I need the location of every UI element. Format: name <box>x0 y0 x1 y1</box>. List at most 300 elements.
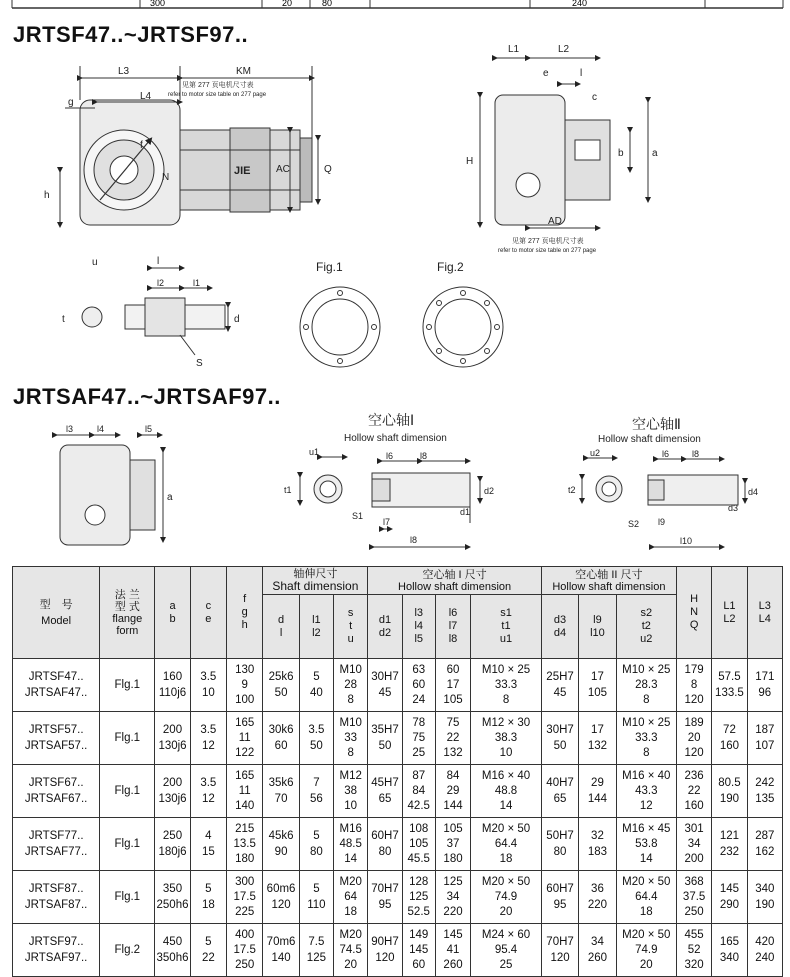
dimension-table <box>12 566 783 977</box>
cell-l345 <box>402 818 435 871</box>
cell-fgh <box>227 871 263 924</box>
label-l: l <box>580 68 583 79</box>
cell-flange <box>100 924 155 977</box>
header-ce: c e <box>190 567 226 659</box>
cell-value: 95.4 <box>494 943 518 956</box>
cell-hnq <box>676 871 711 924</box>
cell-value: 28.3 <box>635 678 658 691</box>
label-l5: l5 <box>145 424 153 434</box>
cell-value: M10 × 25 <box>481 663 531 676</box>
cell-value: 38.3 <box>494 731 518 744</box>
cell-value: 17 <box>591 724 604 736</box>
refer-en-2: refer to motor size table on 277 page <box>498 248 597 254</box>
strip-value-3: 80 <box>322 0 333 8</box>
cell-model <box>13 924 100 977</box>
section2-title: JRTSAF47..~JRTSAF97.. <box>13 384 281 409</box>
cell-value: 10 <box>499 746 513 759</box>
cell-value: 25H7 <box>546 671 574 683</box>
refer-en-1: refer to motor size table on 277 page <box>168 92 267 98</box>
shaft-detail <box>82 268 228 355</box>
label-u: u <box>92 257 98 268</box>
cell-ab <box>155 659 190 712</box>
header-hollow2-en: Hollow shaft dimension <box>552 580 666 593</box>
cell-value: 30H7 <box>371 671 399 683</box>
cell-value: 24 <box>412 693 426 706</box>
label-l4: l4 <box>97 424 105 434</box>
label-Q: Q <box>324 164 332 175</box>
cell-value: 33.3 <box>494 678 518 691</box>
cell-d12 <box>368 871 402 924</box>
cell-value: 75 <box>412 731 426 744</box>
cell-l345 <box>402 659 435 712</box>
cell-value: 74.5 <box>339 943 362 956</box>
cell-value: 18 <box>344 905 358 918</box>
cell-s2 <box>616 871 676 924</box>
cell-s1 <box>471 818 542 871</box>
cell-L12 <box>712 924 747 977</box>
cell-value: 180 <box>235 852 255 865</box>
cell-value: 250 <box>235 958 255 971</box>
cell-value: 5 <box>313 883 320 895</box>
cell-value: M20 × 50 <box>622 928 671 941</box>
cell-l910 <box>579 712 616 765</box>
cell-value: M20 × 50 <box>481 875 531 888</box>
cell-value: 120 <box>684 693 704 706</box>
cell-value: 5 <box>205 936 212 948</box>
cell-value: 33 <box>344 731 358 744</box>
cell-model <box>13 659 100 712</box>
cell-value: 60H7 <box>371 830 399 842</box>
cell-value: 3.5 <box>200 777 217 789</box>
cell-value: 63 <box>412 663 426 676</box>
cell-l345 <box>402 712 435 765</box>
cell-value: 60m6 <box>266 883 296 895</box>
cell-value: M10 <box>339 716 362 729</box>
cell-value: 34 <box>446 890 460 903</box>
cell-value: 165 <box>235 769 255 782</box>
cell-value: 145 <box>409 943 429 956</box>
header-d12: d1 d2 <box>368 595 402 659</box>
cell-hnq <box>676 924 711 977</box>
header-hollow2-cn: 空心轴 II 尺寸 <box>575 568 643 581</box>
cell-flange <box>100 871 155 924</box>
cell-s1 <box>471 712 542 765</box>
header-l910: l9 l10 <box>579 595 616 659</box>
table-row <box>13 924 783 977</box>
cell-ce <box>190 818 226 871</box>
cell-value: 250h6 <box>156 899 189 911</box>
gearbox-front-view <box>480 58 648 228</box>
cell-value: 45 <box>378 687 392 699</box>
cell-value: 215 <box>235 822 255 835</box>
header-stu: s t u <box>334 595 368 659</box>
cell-hnq <box>676 712 711 765</box>
cell-value: 25 <box>412 746 426 759</box>
cell-value: 74.9 <box>635 943 658 956</box>
cell-value: 35H7 <box>371 724 399 736</box>
hollow-shaft-2-drawing <box>582 458 745 547</box>
cell-value: 130j6 <box>158 740 187 752</box>
label-l8: l8 <box>410 535 418 545</box>
label-l3: l3 <box>66 424 74 434</box>
cell-value: 18 <box>201 899 215 911</box>
header-flange-cn: 法 兰 型 式 <box>114 588 140 613</box>
cell-value: 455 <box>684 928 704 941</box>
cell-value: 290 <box>719 899 740 911</box>
cell-value: M16 × 40 <box>481 769 531 782</box>
cell-value: 220 <box>443 905 463 918</box>
cell-value: 232 <box>719 846 740 858</box>
cell-l12 <box>299 871 333 924</box>
label-l8-s2: l8 <box>692 449 700 459</box>
cell-ab <box>155 924 190 977</box>
label-l9: l9 <box>658 517 666 527</box>
cell-value: 179 <box>684 663 704 676</box>
label-d2: d2 <box>484 486 495 496</box>
cell-value: JRTSAF77.. <box>24 846 88 858</box>
cell-value: 120 <box>375 952 395 964</box>
cell-s1 <box>471 924 542 977</box>
cell-value: JRTSF97.. <box>28 936 84 948</box>
cell-value: M12 <box>339 769 362 782</box>
cell-value: 3.5 <box>200 724 217 736</box>
cell-value: 140 <box>235 799 255 812</box>
cell-value: 70H7 <box>371 883 399 895</box>
previous-table-strip <box>0 0 790 18</box>
cell-value: 165 <box>235 716 255 729</box>
cell-flange <box>100 818 155 871</box>
cell-value: 121 <box>719 830 740 842</box>
cell-value: 450 <box>162 936 183 948</box>
cell-value: 12 <box>201 740 215 752</box>
cell-s2 <box>616 712 676 765</box>
cell-value: 70H7 <box>546 936 574 948</box>
cell-value: 25 <box>499 958 513 971</box>
label-a-s2: a <box>167 492 173 503</box>
cell-value: 301 <box>684 822 704 835</box>
cell-value: 132 <box>587 740 608 752</box>
cell-dl <box>263 818 299 871</box>
label-l8-top: l8 <box>420 451 428 461</box>
cell-value: JRTSF77.. <box>28 830 84 842</box>
hollow-gearbox-view <box>55 435 163 545</box>
label-l10: l10 <box>680 536 693 546</box>
cell-s1 <box>471 871 542 924</box>
cell-value: 34 <box>591 936 604 948</box>
header-model-en: Model <box>41 614 72 627</box>
cell-value: 108 <box>409 822 429 835</box>
cell-l910 <box>579 765 616 818</box>
cell-value: 50 <box>378 740 392 752</box>
cell-value: 22 <box>446 731 460 744</box>
cell-value: 110 <box>307 899 326 911</box>
cell-l12 <box>299 659 333 712</box>
cell-value: 60 <box>446 663 460 676</box>
header-l345: l3 l4 l5 <box>402 595 435 659</box>
cell-value: 242 <box>755 777 775 789</box>
cell-l678 <box>435 659 470 712</box>
cell-value: 70m6 <box>266 936 296 948</box>
cell-value: 160 <box>684 799 704 812</box>
cell-flange <box>100 712 155 765</box>
cell-value: M20 <box>339 928 362 941</box>
cell-l910 <box>579 659 616 712</box>
cell-model <box>13 871 100 924</box>
header-fgh: f g h <box>227 567 263 659</box>
cell-value: 28 <box>344 678 358 691</box>
cell-value: 34 <box>687 837 701 850</box>
label-a: a <box>652 148 658 159</box>
cell-value: 7 <box>313 777 320 789</box>
cell-value: Flg.1 <box>114 679 141 691</box>
cell-value: 45H7 <box>371 777 399 789</box>
cell-value: 105 <box>409 837 429 850</box>
cell-value: 125 <box>306 952 326 964</box>
cell-value: 50 <box>553 740 567 752</box>
label-l6: l6 <box>386 451 394 461</box>
cell-value: 22 <box>687 784 701 797</box>
cell-value: 260 <box>587 952 608 964</box>
cell-value: 5 <box>313 671 320 683</box>
header-model <box>13 567 100 659</box>
header-l12: l1 l2 <box>299 595 333 659</box>
cell-value: M10 <box>339 663 362 676</box>
label-L1: L1 <box>508 44 520 55</box>
cell-value: 18 <box>499 852 513 865</box>
label-AC: AC <box>276 164 290 175</box>
cell-value: 20 <box>499 905 513 918</box>
cell-value: 17 <box>591 671 604 683</box>
cell-value: 72 <box>723 724 736 736</box>
motor-brand-text: JIE <box>234 165 251 177</box>
cell-value: 7.5 <box>308 936 325 948</box>
header-L34: L3 L4 <box>747 567 782 659</box>
cell-value: 45k6 <box>268 830 294 842</box>
cell-l678 <box>435 924 470 977</box>
cell-value: 10 <box>344 799 358 812</box>
cell-value: 12 <box>639 799 653 812</box>
strip-value-1: 300 <box>150 0 166 8</box>
cell-value: 40H7 <box>546 777 574 789</box>
cell-dl <box>263 924 299 977</box>
cell-value: 8 <box>502 693 510 706</box>
label-u1: u1 <box>309 447 320 457</box>
label-b: b <box>618 148 624 159</box>
label-l7: l7 <box>383 517 391 527</box>
label-h: h <box>44 190 50 201</box>
cell-value: 160 <box>162 671 183 683</box>
cell-value: 132 <box>443 746 463 759</box>
hollow1-title-en: Hollow shaft dimension <box>344 433 447 444</box>
cell-value: 171 <box>755 671 775 683</box>
cell-value: 120 <box>271 899 291 911</box>
cell-value: 8 <box>643 746 650 759</box>
cell-value: JRTSF57.. <box>28 724 84 736</box>
cell-L34 <box>747 712 782 765</box>
cell-value: 80.5 <box>718 777 741 789</box>
cell-value: 133.5 <box>715 687 744 699</box>
strip-value-4: 240 <box>572 0 588 8</box>
cell-value: 80 <box>378 846 392 858</box>
cell-value: 78 <box>412 716 426 729</box>
cell-value: 48.5 <box>339 837 362 850</box>
cell-value: 33.3 <box>635 731 658 744</box>
cell-L12 <box>712 712 747 765</box>
cell-value: 5 <box>313 830 320 842</box>
cell-value: 340 <box>755 883 775 895</box>
cell-value: 17.5 <box>233 890 256 903</box>
cell-value: 190 <box>719 793 740 805</box>
cell-value: 84 <box>446 769 460 782</box>
label-AD: AD <box>548 216 562 227</box>
cell-value: 250 <box>684 905 704 918</box>
cell-value: M20 × 50 <box>481 822 531 835</box>
cell-value: 128 <box>409 875 429 888</box>
cell-value: 87 <box>412 769 426 782</box>
label-S1: S1 <box>352 511 364 521</box>
label-d1: d1 <box>460 507 471 517</box>
cell-value: 36 <box>591 883 604 895</box>
cell-fgh <box>227 659 263 712</box>
fig2-flange <box>423 287 503 367</box>
cell-value: 368 <box>684 875 704 888</box>
cell-value: 190 <box>755 899 775 911</box>
cell-fgh <box>227 712 263 765</box>
cell-value: 130 <box>235 663 255 676</box>
cell-ab <box>155 765 190 818</box>
cell-value: 120 <box>550 952 570 964</box>
cell-fgh <box>227 818 263 871</box>
cell-value: 30H7 <box>546 724 574 736</box>
cell-value: 37 <box>446 837 460 850</box>
cell-value: 165 <box>719 936 740 948</box>
table-row <box>13 659 783 712</box>
cell-value: 41 <box>446 943 460 956</box>
cell-value: JRTSAF97.. <box>24 952 88 964</box>
cell-l910 <box>579 818 616 871</box>
strip-value-2: 20 <box>282 0 293 8</box>
cell-value: 95 <box>378 899 392 911</box>
cell-dl <box>263 712 299 765</box>
label-N: N <box>162 172 170 183</box>
header-hnq: H N Q <box>676 567 711 659</box>
cell-ce <box>190 712 226 765</box>
cell-dl <box>263 871 299 924</box>
cell-value: 160 <box>719 740 740 752</box>
cell-l678 <box>435 712 470 765</box>
cell-value: 236 <box>684 769 704 782</box>
label-l-shaft: l <box>157 256 160 267</box>
cell-value: 80 <box>309 846 323 858</box>
cell-l12 <box>299 818 333 871</box>
cell-stu <box>334 924 368 977</box>
label-d: d <box>234 314 240 325</box>
cell-value: 105 <box>443 693 463 706</box>
cell-value: JRTSAF87.. <box>24 899 88 911</box>
label-l2: l2 <box>157 278 165 288</box>
cell-fgh <box>227 924 263 977</box>
hollow2-title-cn: 空心轴Ⅱ <box>632 416 681 432</box>
cell-d34 <box>541 924 578 977</box>
cell-value: 52 <box>687 943 701 956</box>
cell-value: JRTSF47.. <box>28 671 84 683</box>
cell-value: 189 <box>684 716 704 729</box>
cell-value: M20 <box>339 875 362 888</box>
cell-value: 40 <box>309 687 323 699</box>
cell-ab <box>155 712 190 765</box>
cell-ce <box>190 659 226 712</box>
cell-L34 <box>747 765 782 818</box>
cell-d12 <box>368 924 402 977</box>
header-hollow1-cn: 空心轴 I 尺寸 <box>422 568 487 581</box>
cell-stu <box>334 818 368 871</box>
cell-value: M10 × 25 <box>622 663 671 676</box>
cell-d34 <box>541 712 578 765</box>
cell-value: 95 <box>553 899 567 911</box>
cell-value: 38 <box>344 784 358 797</box>
cell-value: M16 × 40 <box>622 769 671 782</box>
cell-value: 8 <box>643 693 650 706</box>
header-L12: L1 L2 <box>712 567 747 659</box>
cell-l678 <box>435 818 470 871</box>
cell-value: 20 <box>639 958 653 971</box>
header-dl: d l <box>263 595 299 659</box>
cell-value: 110j6 <box>158 687 187 699</box>
cell-value: 149 <box>409 928 429 941</box>
cell-value: 250 <box>162 830 183 842</box>
label-S: S <box>196 358 203 369</box>
cell-ce <box>190 765 226 818</box>
cell-value: 70 <box>274 793 288 805</box>
cell-d12 <box>368 712 402 765</box>
cell-value: 32 <box>591 830 604 842</box>
fig1-label: Fig.1 <box>316 260 343 274</box>
header-model-cn: 型 号 <box>39 598 73 611</box>
header-ab: a b <box>155 567 190 659</box>
cell-value: 135 <box>755 793 775 805</box>
cell-s1 <box>471 659 542 712</box>
label-t: t <box>62 314 65 325</box>
cell-value: M24 × 60 <box>481 928 531 941</box>
cell-value: 105 <box>587 687 608 699</box>
cell-l910 <box>579 871 616 924</box>
cell-value: 8 <box>347 746 354 759</box>
cell-value: 122 <box>235 746 255 759</box>
cell-value: 20 <box>687 731 701 744</box>
section2-drawings <box>0 405 790 560</box>
cell-L34 <box>747 871 782 924</box>
cell-ab <box>155 871 190 924</box>
cell-value: 10 <box>201 687 215 699</box>
hollow-shaft-1-drawing <box>300 457 480 547</box>
cell-value: 84 <box>412 784 426 797</box>
cell-value: 60 <box>412 678 426 691</box>
cell-d12 <box>368 659 402 712</box>
cell-L12 <box>712 765 747 818</box>
cell-value: 25k6 <box>268 671 294 683</box>
cell-d34 <box>541 765 578 818</box>
cell-value: 3.5 <box>308 724 325 736</box>
cell-s2 <box>616 765 676 818</box>
cell-value: 125 <box>409 890 429 903</box>
header-hollow1-en: Hollow shaft dimension <box>398 580 512 593</box>
cell-value: 9 <box>241 678 248 691</box>
cell-value: Flg.2 <box>114 944 141 956</box>
header-l678: l6 l7 l8 <box>435 595 470 659</box>
cell-stu <box>334 659 368 712</box>
cell-value: 320 <box>684 958 704 971</box>
refer-cn-1: 见第 277 页电机尺寸表 <box>182 82 254 89</box>
